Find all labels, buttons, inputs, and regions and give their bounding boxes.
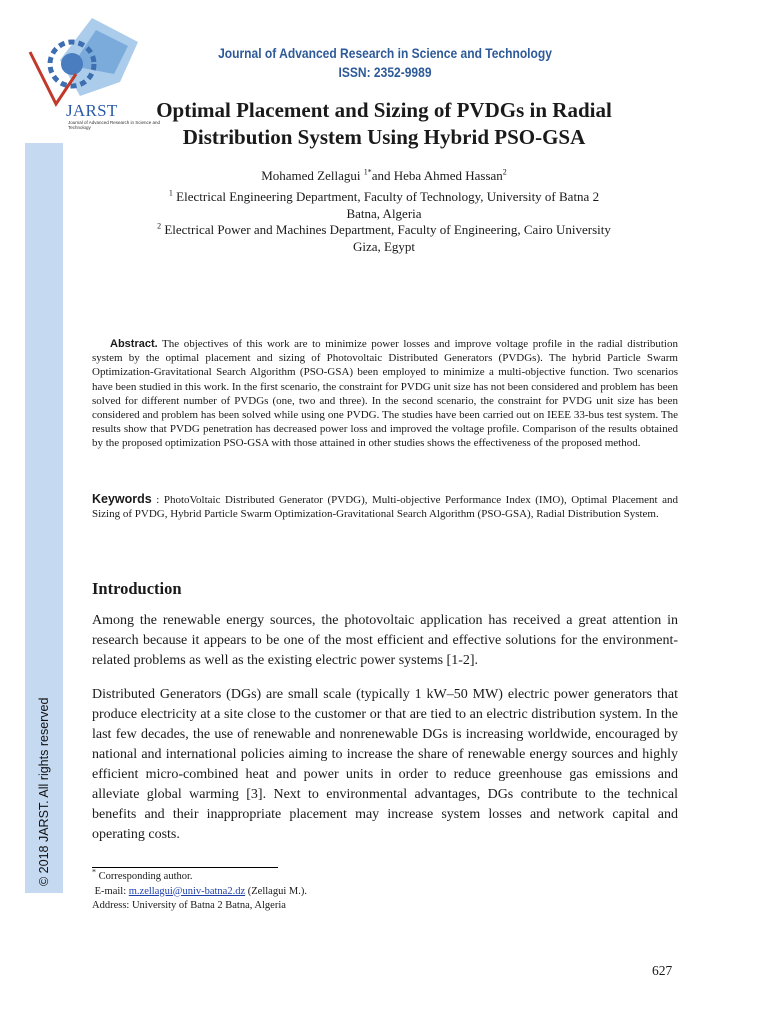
- affiliation-1-number: 1: [168, 188, 173, 198]
- abstract-label: Abstract.: [110, 338, 158, 350]
- affiliation-2-city: Giza, Egypt: [352, 238, 416, 254]
- journal-name: Journal of Advanced Research in Science and Technology: [218, 45, 552, 61]
- footnote-rule: [92, 867, 278, 868]
- keywords-label: Keywords: [92, 492, 152, 506]
- email-link[interactable]: m.zellagui@univ-batna2.dz: [128, 885, 246, 897]
- journal-issn: ISSN: 2352-9989: [338, 64, 432, 80]
- author-1: Mohamed Zellagui: [261, 168, 361, 183]
- footnote-marker: *: [92, 867, 96, 877]
- footnote-address: Address: University of Batna 2 Batna, Algeria: [92, 900, 286, 911]
- section-heading-introduction: Introduction: [92, 579, 182, 598]
- footnote-email: [92, 885, 592, 900]
- copyright-notice: © 2018 JARST. All rights reserved: [37, 697, 51, 886]
- paper-title: [120, 97, 648, 151]
- footnote-corresponding: * Corresponding author.: [92, 867, 193, 882]
- email-label: E-mail:: [94, 885, 127, 897]
- keywords: [92, 492, 678, 521]
- logo-text: JARST: [66, 101, 118, 120]
- author-1-affiliation-mark: 1*: [363, 167, 372, 177]
- logo-subtitle: Journal of Advanced Research in Science and Technology: [68, 120, 161, 130]
- title-line-2: Distribution System Using Hybrid PSO-GSA: [182, 125, 586, 149]
- keywords-text: : PhotoVoltaic Distributed Generator (PVDG), Multi-objective Performance Index (IMO), Optimal Placement and Sizing of PVDG, Hybrid Particle Swarm Optimization-Gravitational Search Algorithm (PSO-GSA), Radial Distribution System.: [92, 494, 678, 521]
- affiliation-1-city: Batna, Algeria: [346, 205, 422, 221]
- affiliation-1: $^1$ Electrical Engineering Department, Faculty of Technology, University of Batna 2: [168, 188, 600, 204]
- affiliation-2-number: 2: [157, 221, 162, 231]
- abstract-text: The objectives of this work are to minimize power losses and improve voltage profile in the radial distribution system by the optimal placement and sizing of Photovoltaic Distributed Generators (PVDGs). The hybrid Particle Swarm Optimization-Gravitational Search Algorithm (PSO-GSA) been employed to minimize a multi-objective function. Two scenarios have been studied in this work. In the first scenario, the constraint for PVDG unit size has not been considered and problem has been solved for different number of PVDGs (one, two and three). In the second scenario, the constraint for PVDG unit size has been considered and problem has been solved while using one PVDG. The studies have been carried out on IEEE 33-bus test system. The results show that PVDG penetration has decreased power loss and improved the voltage profile. Comparison of the results obtained by the proposed optimization PSO-GSA with those attained in other studies shows the effectiveness of the proposed method.: [92, 338, 678, 450]
- abstract: [92, 337, 678, 451]
- page-number: 627: [652, 963, 673, 978]
- intro-paragraph-1: Among the renewable energy sources, the photovoltaic application has received a great attention in research because it appears to be one of the most efficient and effective solutions for the environment-related problems as well as the existing electric power systems [1-2].: [92, 613, 678, 668]
- footnote: [92, 867, 592, 914]
- author-2: and Heba Ahmed Hassan: [371, 168, 503, 183]
- journal-header: [183, 44, 587, 82]
- affiliations: [92, 189, 676, 255]
- email-suffix: (Zellagui M.).: [247, 885, 307, 897]
- intro-paragraph-2: Distributed Generators (DGs) are small scale (typically 1 kW–50 MW) electric power generators that produce electricity at a site close to the customer or that are tied to an electric distribution system. In the last few decades, the use of renewable and nonrenewable DGs is increasing worldwide, encouraged by national and international policies aiming to increase the share of renewable energy sources and highly efficient micro-combined heat and power units in order to reduce greenhouse gas emissions and alleviate global warming [3]. Next to environmental advantages, DGs contribute to the technical benefits and their inappropriate placement may increase system losses and network capital and operating costs.: [92, 687, 678, 842]
- author-list: [92, 168, 676, 185]
- title-line-1: Optimal Placement and Sizing of PVDGs in Radial: [156, 98, 612, 122]
- author-2-affiliation-mark: 2: [502, 167, 507, 177]
- affiliation-2: $^2$ Electrical Power and Machines Department, Faculty of Engineering, Cairo University: [157, 221, 611, 237]
